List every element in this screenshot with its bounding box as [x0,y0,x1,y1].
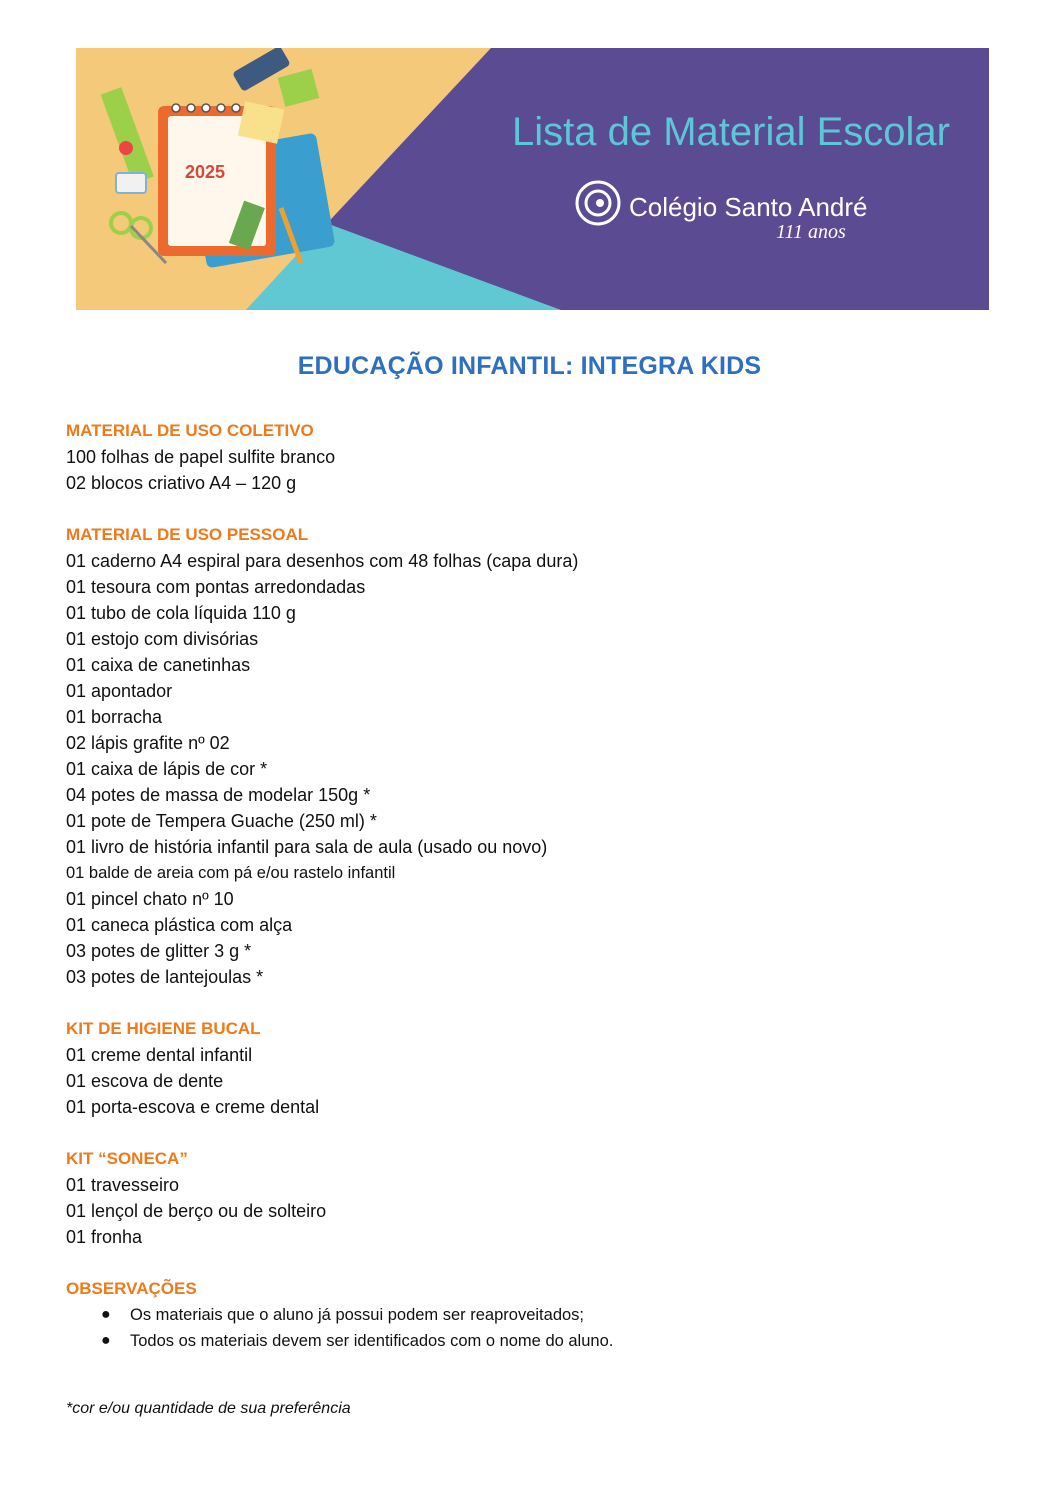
list-item: 01 travesseiro [66,1175,180,1195]
list-item: 01 pincel chato nº 10 [66,889,234,909]
observation-text: Os materiais que o aluno já possui podem ser reaproveitados; [130,1306,584,1324]
list-item: 03 potes de lantejoulas * [66,967,264,987]
list-item: 01 livro de história infantil para sala de aula (usado ou novo) [66,837,548,857]
list-item: 01 balde de areia com pá e/ou rastelo infantil [66,864,396,882]
section-heading: MATERIAL DE USO PESSOAL [66,525,309,544]
banner-title: Lista de Material Escolar [512,110,950,154]
list-item: 01 fronha [66,1227,143,1247]
banner-graphic [76,48,989,310]
list-item: 01 caixa de lápis de cor * [66,759,268,779]
list-item: 01 apontador [66,681,173,701]
list-item: 01 pote de Tempera Guache (250 ml) * [66,811,377,831]
list-item: 01 borracha [66,707,163,727]
header-banner [76,48,989,310]
calendar-year: 2025 [184,162,226,182]
section-nap-kit [66,1146,1006,1250]
school-name: Colégio Santo André [629,192,868,222]
observation-item [66,1302,1006,1328]
footnote: *cor e/ou quantidade de sua preferência [66,1400,351,1417]
list-item: 01 caneca plástica com alça [66,915,293,935]
section-heading: OBSERVAÇÕES [66,1279,197,1298]
school-anniversary: 111 anos [776,221,846,243]
list-item: 01 lençol de berço ou de solteiro [66,1201,327,1221]
list-item: 01 tesoura com pontas arredondadas [66,577,366,597]
list-item: 01 estojo com divisórias [66,629,259,649]
list-item: 03 potes de glitter 3 g * [66,941,252,961]
observation-item [66,1328,1006,1354]
section-heading: KIT DE HIGIENE BUCAL [66,1019,261,1038]
section-heading: KIT “SONECA” [66,1149,188,1168]
list-item: 01 creme dental infantil [66,1045,253,1065]
list-item: 02 blocos criativo A4 – 120 g [66,473,297,493]
observations-list [66,1302,1006,1354]
list-item: 01 porta-escova e creme dental [66,1097,320,1117]
page-title: EDUCAÇÃO INFANTIL: INTEGRA KIDS [297,352,762,380]
list-item: 01 escova de dente [66,1071,224,1091]
section-oral-hygiene [66,1016,1006,1120]
list-item: 01 caderno A4 espiral para desenhos com 48 folhas (capa dura) [66,551,579,571]
section-personal [66,522,1006,990]
list-item: 01 caixa de canetinhas [66,655,251,675]
bullet-icon: ● [101,1332,111,1349]
list-item: 04 potes de massa de modelar 150g * [66,785,371,805]
observation-text: Todos os materiais devem ser identificados com o nome do aluno. [130,1332,614,1350]
material-list [66,418,1006,1354]
section-collective [66,418,1006,496]
section-heading: MATERIAL DE USO COLETIVO [66,421,314,440]
list-item: 02 lápis grafite nº 02 [66,733,230,753]
section-observations [66,1276,1006,1354]
sharpener-shape [119,141,133,155]
bullet-icon: ● [101,1306,111,1323]
eraser-shape [116,173,146,193]
list-item: 01 tubo de cola líquida 110 g [66,603,296,623]
list-item: 100 folhas de papel sulfite branco [66,447,336,467]
